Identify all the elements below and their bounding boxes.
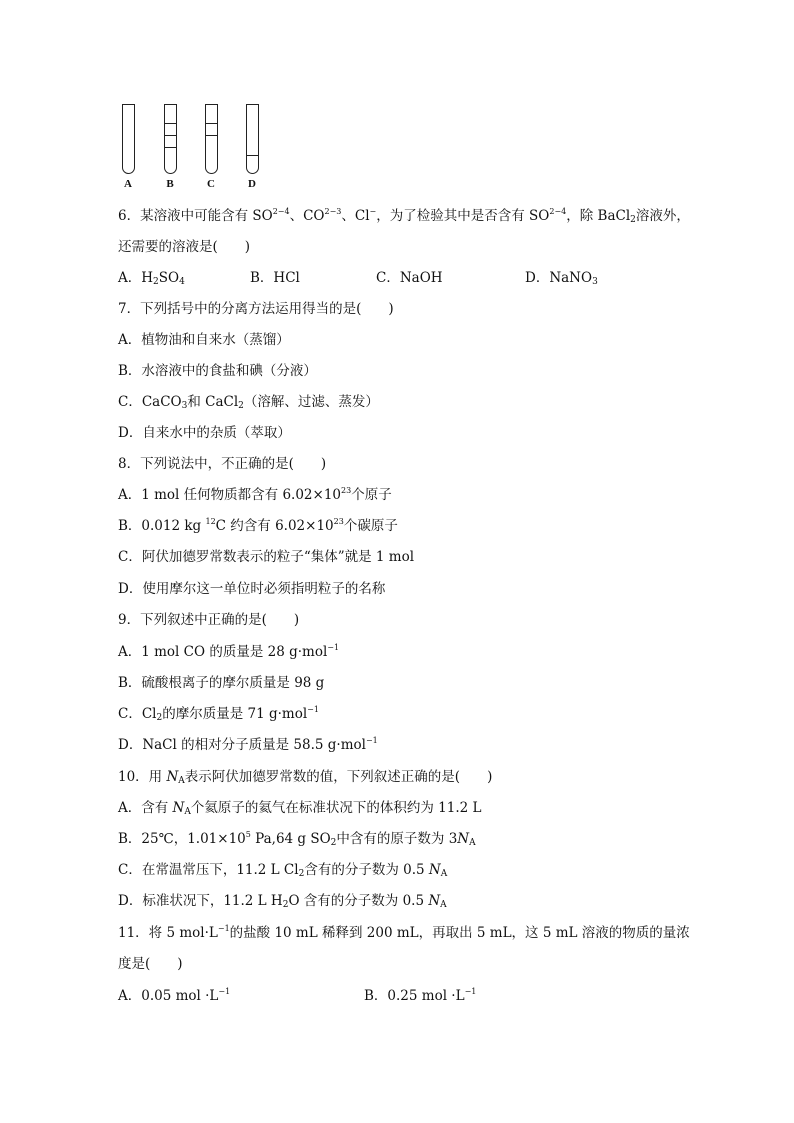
q6-stem: 6．某溶液中可能含有 $SO^{2-4}$、$CO^{2-3}$、Cl−，为了检验其中是否含有 $SO^{2-4}$，除 BaCl$_2$溶液外， <box>118 207 690 225</box>
tube-label-b: B <box>166 178 174 190</box>
test-tube-b <box>164 104 177 174</box>
tube-label-c: C <box>207 178 215 190</box>
q7-stem: 7．下列括号中的分离方法运用得当的是( ) <box>118 301 394 317</box>
q11-stem: 11．将 5 $mol\cdot L^{-1}$的盐酸 10 mL 稀释到 200 mL，再取出 5 mL，这 5 mL 溶液的物质的量浓 <box>118 924 690 941</box>
q7-option-c: C．CaCO$_3$和 CaCl$_2$（溶解、过滤、蒸发） <box>118 394 379 411</box>
q6-option-b: B．HCl <box>250 270 300 286</box>
q9-stem: 9．下列叙述中正确的是( ) <box>118 612 300 628</box>
q11-option-a: A．0.05 mol $\cdot L^{-1}$ <box>118 987 231 1004</box>
q10-option-b: B．25℃，$1.01\times 10^5$ Pa,64 g $SO_2$中含有的原子数为 $3N_A$ <box>118 830 476 848</box>
test-tube-d <box>246 104 259 174</box>
tube-label-a: A <box>124 178 132 190</box>
q8-option-a: A．1 mol 任何物质都含有 $6.02\times 10^{23}$个原子 <box>118 486 392 503</box>
q6-stem-line2: 还需要的溶液是( ) <box>118 239 251 255</box>
q9-option-a: A．1 mol CO 的质量是 28 g·mol$^{-1}$ <box>118 643 340 660</box>
test-tube-a <box>122 104 135 174</box>
q8-option-d: D．使用摩尔这一单位时必须指明粒子的名称 <box>118 581 386 597</box>
q6-option-a: A．$H_2SO_4$ <box>118 270 185 287</box>
q10-option-a: A．含有 $N_A$个氦原子的氦气在标准状况下的体积约为 11.2 L <box>118 800 482 817</box>
test-tube-c <box>205 104 218 174</box>
q9-option-b: B．硫酸根离子的摩尔质量是 98 g <box>118 675 325 691</box>
q11-option-b: B．0.25 mol $\cdot L^{-1}$ <box>364 987 477 1004</box>
q11-stem-line2: 度是( ) <box>118 956 183 972</box>
q6-option-c: C．NaOH <box>376 270 443 286</box>
q8-option-c: C．阿伏加德罗常数表示的粒子“集体”就是 1 mol <box>118 549 415 565</box>
q8-option-b: B．0.012 kg $^{12}$C 约含有 $6.02\times 10^{23}$个碳原子 <box>118 517 398 534</box>
q7-option-d: D．自来水中的杂质（萃取） <box>118 425 291 441</box>
q6-option-d: D．NaNO$_3$ <box>525 270 598 287</box>
q8-stem: 8．下列说法中，不正确的是( ) <box>118 456 327 472</box>
q10-stem: 10．用 $N_A$表示阿伏加德罗常数的值，下列叙述正确的是( ) <box>118 769 493 786</box>
q10-option-d: D．标准状况下，11.2 L $H_2O$ 含有的分子数为 0.5 $N_A$ <box>118 893 447 910</box>
tube-label-d: D <box>248 178 256 190</box>
q9-option-d: D．NaCl 的相对分子质量是 58.5 g·mol$^{-1}$ <box>118 736 378 753</box>
q10-option-c: C．在常温常压下，11.2 L $Cl_2$含有的分子数为 0.5 $N_A$ <box>118 862 448 879</box>
q7-option-b: B．水溶液中的食盐和碘（分液） <box>118 363 317 379</box>
test-tube-figure <box>118 104 278 194</box>
q9-option-c: C．$Cl_2$的摩尔质量是 71 g·mol$^{-1}$ <box>118 705 319 723</box>
q7-option-a: A．植物油和自来水（蒸馏） <box>118 332 290 348</box>
